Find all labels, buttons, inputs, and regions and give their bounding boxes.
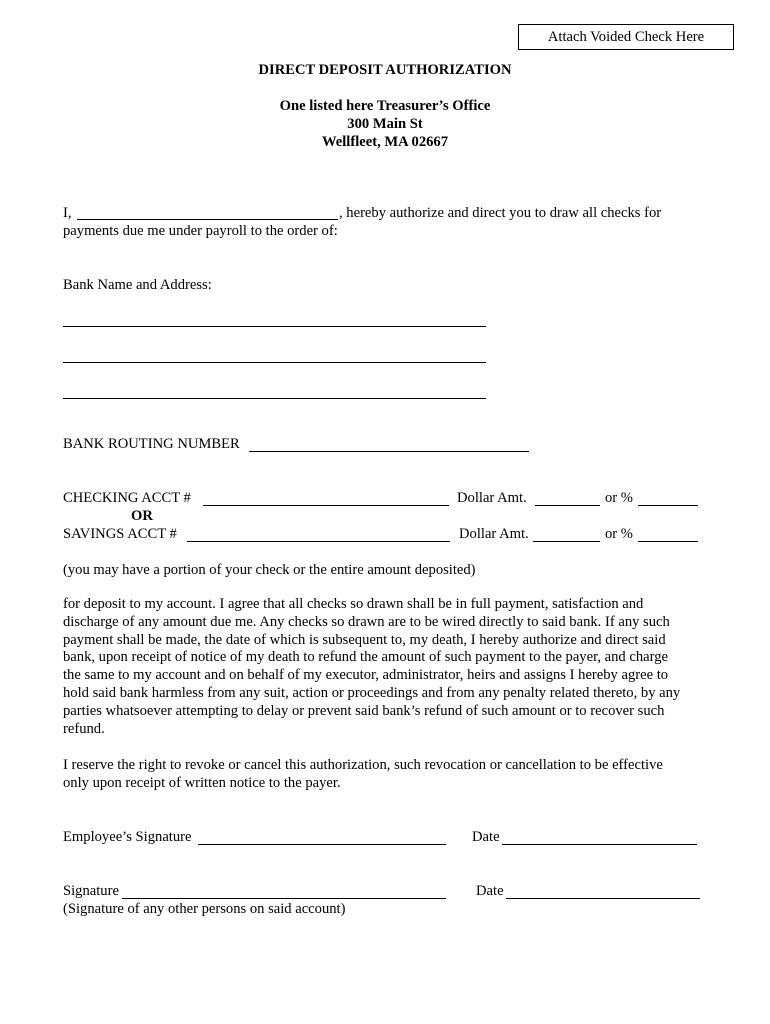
- revoke-line: I reserve the right to revoke or cancel this authorization, such revocation or cancellation to be effective: [63, 757, 663, 773]
- deposit-line: payment shall be made, the date of which is subsequent to, my death, I hereby authorize and direct said: [63, 631, 666, 648]
- savings-acct-field[interactable]: [187, 541, 450, 542]
- voided-check-label: Attach Voided Check Here: [547, 29, 705, 45]
- bank-address-line-1[interactable]: [63, 326, 486, 327]
- checking-dollar-field[interactable]: [535, 505, 600, 506]
- deposit-line: bank, upon receipt of notice of my death to refund the amount of such payment to the payer, and charge: [63, 649, 668, 666]
- deposit-line: the same to my account and on behalf of my executor, administrator, heirs and assigns I hereby agree to: [63, 667, 669, 684]
- savings-dollar-field[interactable]: [533, 541, 600, 542]
- employee-name-field[interactable]: [77, 219, 338, 220]
- employee-signature-label: Employee’s Signature: [63, 829, 192, 845]
- deposit-line: parties whatsoever attempting to delay or prevent said bank’s refund of such amount or to recover such: [63, 702, 665, 719]
- office-name: One listed here Treasurer’s Office: [279, 98, 491, 114]
- savings-acct-label: SAVINGS ACCT #: [63, 526, 177, 542]
- deposit-line: for deposit to my account. I agree that all checks so drawn shall be in full payment, satisfaction and: [63, 596, 644, 612]
- checking-dollar-label: Dollar Amt.: [457, 490, 527, 506]
- deposit-line: refund.: [63, 720, 105, 737]
- other-date-field[interactable]: [506, 898, 700, 899]
- voided-check-box: [518, 24, 734, 50]
- checking-acct-label: CHECKING ACCT #: [63, 490, 191, 506]
- office-city: Wellfleet, MA 02667: [321, 134, 449, 150]
- authorization-line-2: payments due me under payroll to the order of:: [63, 223, 338, 239]
- deposit-line: hold said bank harmless from any suit, action or proceedings and from any penalty related thereto, by any: [63, 684, 681, 701]
- other-signature-label: Signature: [63, 883, 119, 899]
- or-label: OR: [131, 508, 153, 524]
- deposit-line: discharge of any amount due me. Any checks so drawn are to be wired directly to said bank. If any such: [63, 613, 670, 630]
- savings-dollar-label: Dollar Amt.: [459, 526, 529, 542]
- revoke-line: only upon receipt of written notice to the payer.: [63, 774, 341, 791]
- deposit-paragraph: [63, 596, 713, 738]
- savings-percent-field[interactable]: [638, 541, 698, 542]
- authorization-suffix: , hereby authorize and direct you to draw all checks for: [339, 205, 662, 221]
- checking-percent-label: or %: [605, 490, 633, 506]
- other-date-label: Date: [476, 883, 504, 899]
- bank-address-line-2[interactable]: [63, 362, 486, 363]
- employee-date-field[interactable]: [502, 844, 697, 845]
- routing-number-label: BANK ROUTING NUMBER: [63, 436, 240, 452]
- bank-address-line-3[interactable]: [63, 398, 486, 399]
- other-signature-field[interactable]: [122, 898, 446, 899]
- savings-percent-label: or %: [605, 526, 633, 542]
- office-street: 300 Main St: [347, 116, 423, 132]
- other-persons-note: (Signature of any other persons on said account): [63, 901, 346, 917]
- document-title: DIRECT DEPOSIT AUTHORIZATION: [258, 62, 512, 78]
- routing-number-field[interactable]: [249, 451, 529, 452]
- authorization-prefix: I,: [63, 205, 72, 221]
- bank-name-address-label: Bank Name and Address:: [63, 277, 212, 293]
- employee-signature-field[interactable]: [198, 844, 446, 845]
- revoke-paragraph: [63, 757, 713, 793]
- portion-note: (you may have a portion of your check or the entire amount deposited): [63, 562, 476, 578]
- checking-percent-field[interactable]: [638, 505, 698, 506]
- checking-acct-field[interactable]: [203, 505, 449, 506]
- employee-date-label: Date: [472, 829, 500, 845]
